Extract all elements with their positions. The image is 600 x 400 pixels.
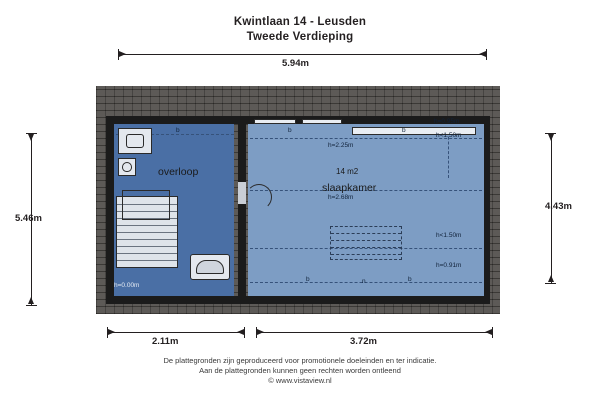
height-mark-slaap-0: h=2.25m (328, 142, 354, 149)
annotation-b-5: b (408, 276, 412, 283)
wall-bottom-right (246, 296, 490, 304)
annotation-b-1: b (176, 127, 180, 134)
bed-line (331, 233, 401, 234)
top-dim-label: 5.94m (282, 58, 309, 69)
door-swing-arc (246, 184, 272, 210)
wall-middle (238, 116, 246, 304)
left-dim-label: 5.46m (15, 213, 42, 224)
right-dim-arrow-bottom (548, 275, 554, 282)
top-dim-arrow-left (119, 51, 126, 57)
wall-bottom-left (106, 296, 246, 304)
bottom-left-dim-cap-right (244, 327, 245, 338)
height-mark-slaap-5: h=0.91m (436, 262, 462, 269)
height-mark-slaap-2: h=0.95m (434, 118, 460, 125)
height-mark-overloop-0: h=0.00m (114, 282, 140, 289)
bottom-left-dim-label: 2.11m (152, 336, 179, 347)
bottom-right-dim-arrow-left (257, 329, 264, 335)
right-dim-arrow-top (548, 134, 554, 141)
annotation-b-4: b (306, 276, 310, 283)
annotation-b-3: b (402, 127, 406, 134)
footer-line-1: De plattegronden zijn geproduceerd voor promotionele doeleinden en ter indicatie. (163, 356, 437, 365)
height-mark-slaap-4: h<1.50m (436, 232, 462, 239)
wall-top-left (106, 116, 246, 124)
height-mark-slaap-3: h<1.50m (436, 132, 462, 139)
stair-step (117, 225, 177, 226)
stair-step (117, 260, 177, 261)
cabinet-detail-icon (196, 260, 224, 274)
shower-tray-icon (126, 134, 144, 148)
page-subtitle: Tweede Verdieping (246, 31, 354, 43)
height-mark-slaap-1: h=2.68m (328, 194, 354, 201)
window-top-1 (254, 119, 296, 124)
bed-outline (330, 226, 402, 260)
bottom-left-dim-arrow-left (108, 329, 115, 335)
left-dim-arrow-bottom (28, 297, 34, 304)
bed-line (331, 254, 401, 255)
slaapkamer-area: 14 m2 (336, 167, 359, 176)
top-dim-arrow-right (479, 51, 486, 57)
stair-step (117, 239, 177, 240)
room-label-slaapkamer: slaapkamer (322, 182, 377, 194)
footer-line-2: Aan de plattegronden kunnen geen rechten worden ontleend (199, 366, 401, 375)
bottom-right-dim-arrow-right (485, 329, 492, 335)
annotation-b-2: b (288, 127, 292, 134)
toilet-bowl-icon (122, 162, 132, 172)
floor-plan (96, 86, 500, 314)
top-dim-cap-right (486, 49, 487, 60)
right-dim-label: 4.43m (545, 201, 572, 212)
bottom-left-dim-line (107, 332, 244, 333)
footer-line-3: © www.vistaview.nl (268, 376, 332, 385)
room-label-overloop: overloop (158, 166, 199, 178)
window-top-2 (302, 119, 342, 124)
stair-step (117, 232, 177, 233)
wall-left (106, 116, 114, 304)
stair-step (117, 246, 177, 247)
stair-landing (122, 190, 170, 220)
bottom-right-dim-line (256, 332, 492, 333)
annotation-n: n (362, 278, 366, 285)
left-dim-arrow-top (28, 134, 34, 141)
bed-line (331, 240, 401, 241)
bottom-left-dim-arrow-right (237, 329, 244, 335)
left-dim-cap-bottom (26, 305, 37, 306)
stair-step (117, 253, 177, 254)
bed-line (331, 247, 401, 248)
page-title: Kwintlaan 14 - Leusden (233, 16, 367, 28)
bottom-right-dim-label: 3.72m (350, 336, 377, 347)
bottom-right-dim-cap-right (492, 327, 493, 338)
top-dim-line (118, 54, 486, 55)
right-dim-cap-bottom (545, 283, 556, 284)
door-opening (238, 182, 246, 204)
slope-line-bottom (250, 282, 482, 283)
